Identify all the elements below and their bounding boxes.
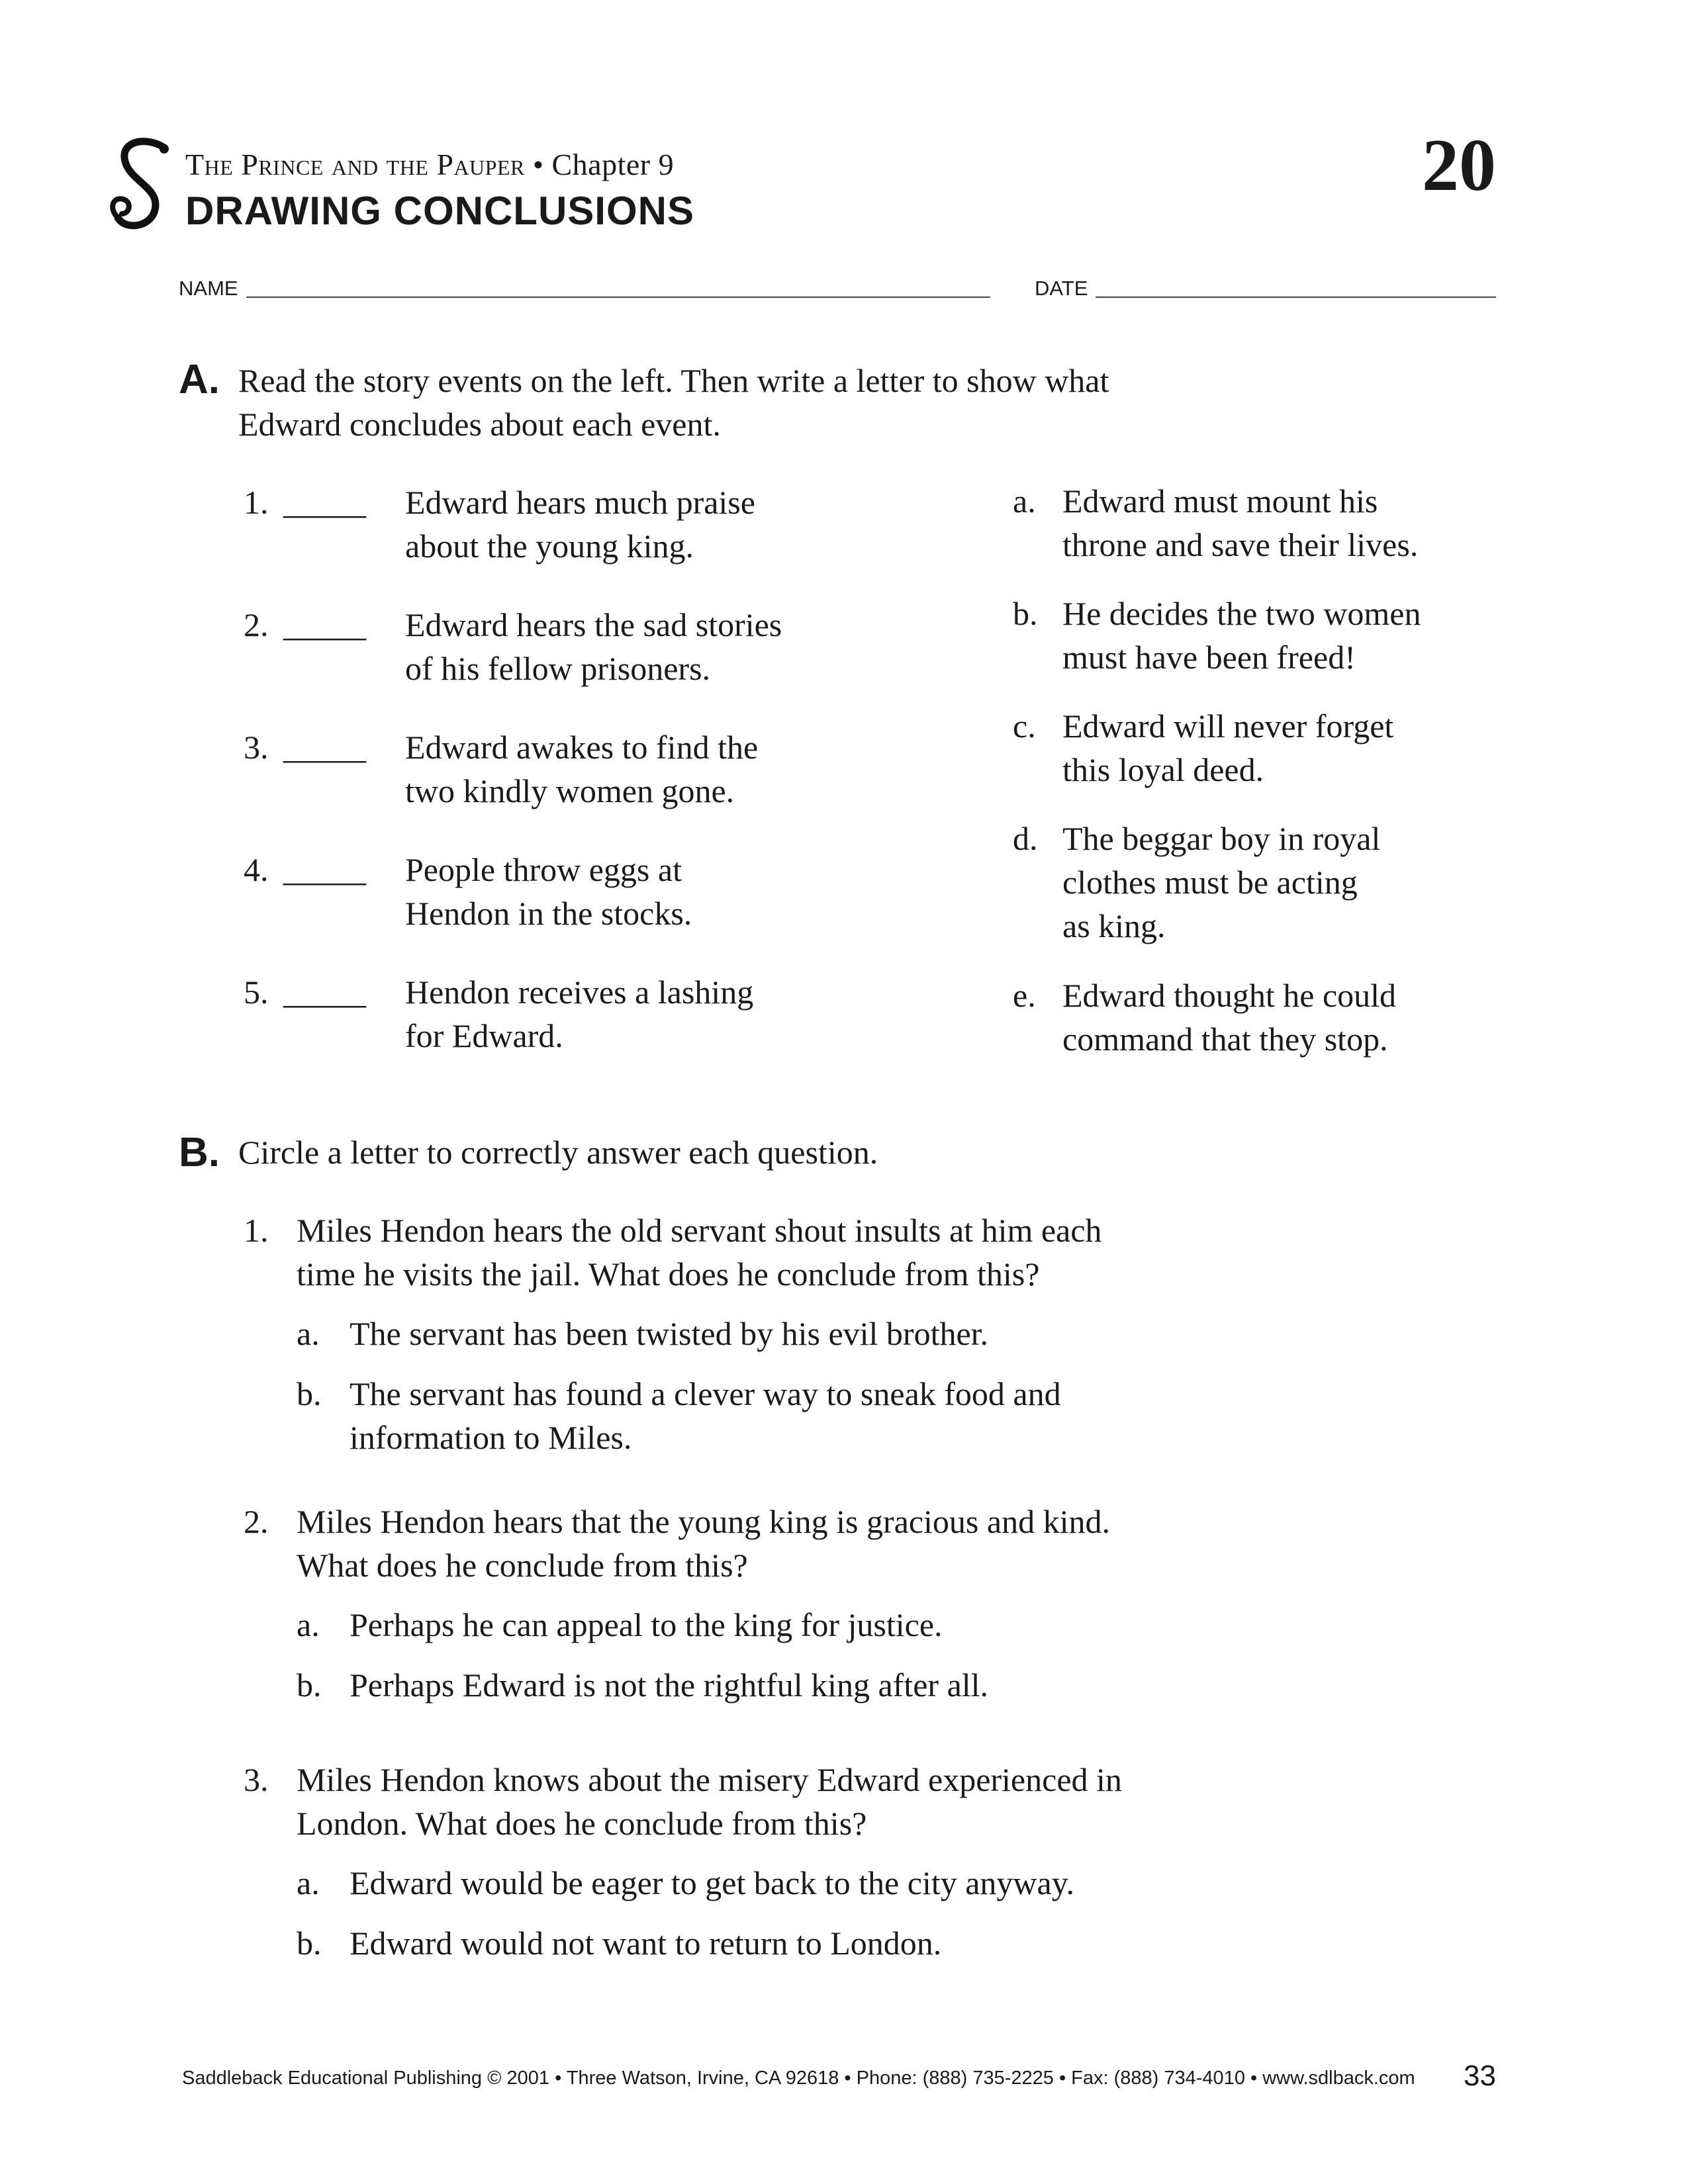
answer-blank[interactable]: _____: [283, 729, 366, 766]
publisher-footer: Saddleback Educational Publishing © 2001 • Three Watson, Irvine, CA 92618 • Phone: (888) 735-2225 • Fax: (888) 734-4010 • www.sdlback.com: [182, 2068, 1415, 2089]
event-text: Edward hears the sad stories of his fellow prisoners.: [405, 606, 782, 687]
conclusion-text: Edward thought he could command that they stop.: [1062, 977, 1397, 1058]
answer-blank[interactable]: _____: [283, 851, 366, 888]
section-b-letter: B.: [179, 1130, 220, 1175]
option-text: Perhaps Edward is not the rightful king after all.: [350, 1666, 989, 1704]
event-text: Edward awakes to find the two kindly women gone.: [405, 729, 759, 809]
date-line[interactable]: [1096, 296, 1496, 298]
conclusion-letter: c.: [1013, 707, 1036, 745]
event-number: 5.: [244, 974, 269, 1011]
event-number: 4.: [244, 851, 269, 888]
question-text: Miles Hendon hears the old servant shout insults at him each time he visits the jail. What does he conclude from this?: [297, 1212, 1102, 1293]
worksheet-title: DRAWING CONCLUSIONS: [185, 189, 694, 233]
event-number: 3.: [244, 729, 269, 766]
conclusion-text: The beggar boy in royal clothes must be acting as king.: [1062, 820, 1381, 944]
option-text: Perhaps he can appeal to the king for justice.: [350, 1606, 943, 1643]
event-number: 2.: [244, 606, 269, 643]
section-a-letter: A.: [179, 357, 220, 402]
question-number: 1.: [244, 1212, 269, 1249]
conclusion-text: Edward must mount his throne and save their lives.: [1062, 482, 1419, 563]
conclusion-text: He decides the two women must have been freed!: [1062, 595, 1421, 676]
answer-blank[interactable]: _____: [283, 974, 366, 1011]
option-letter[interactable]: b.: [297, 1925, 322, 1962]
title-bullet: •: [532, 148, 544, 181]
page-number: 33: [1464, 2060, 1496, 2092]
question-text: Miles Hendon hears that the young king is gracious and kind. What does he conclude from this?: [297, 1503, 1110, 1584]
book-chapter-line: [185, 147, 674, 182]
conclusion-letter: b.: [1013, 595, 1038, 632]
answer-blank[interactable]: _____: [283, 484, 366, 521]
question-number: 3.: [244, 1761, 269, 1798]
option-text: Edward would be eager to get back to the city anyway.: [350, 1864, 1074, 1901]
answer-blank[interactable]: _____: [283, 606, 366, 643]
option-text: The servant has been twisted by his evil brother.: [350, 1315, 989, 1352]
conclusion-text: Edward will never forget this loyal deed.: [1062, 707, 1394, 788]
name-label: NAME: [179, 277, 238, 300]
date-label: DATE: [1035, 277, 1088, 300]
conclusion-letter: e.: [1013, 977, 1036, 1014]
event-text: Hendon receives a lashing for Edward.: [405, 974, 754, 1054]
section-a-instructions: Read the story events on the left. Then write a letter to show what Edward concludes about each event.: [238, 362, 1109, 443]
option-letter[interactable]: b.: [297, 1666, 322, 1704]
option-letter[interactable]: a.: [297, 1315, 320, 1352]
chapter-label: Chapter 9: [551, 148, 675, 181]
option-letter[interactable]: a.: [297, 1606, 320, 1643]
option-text: Edward would not want to return to London.: [350, 1925, 942, 1962]
option-text: The servant has found a clever way to sneak food and information to Miles.: [350, 1375, 1061, 1456]
option-letter[interactable]: b.: [297, 1375, 322, 1412]
event-number: 1.: [244, 484, 269, 521]
option-letter[interactable]: a.: [297, 1864, 320, 1901]
question-number: 2.: [244, 1503, 269, 1540]
lesson-number: 20: [1422, 124, 1496, 206]
conclusion-letter: a.: [1013, 482, 1036, 520]
name-line[interactable]: [246, 296, 990, 298]
section-b-instructions: Circle a letter to correctly answer each question.: [238, 1134, 878, 1171]
question-text: Miles Hendon knows about the misery Edward experienced in London. What does he conclude from this?: [297, 1761, 1122, 1842]
book-title: The Prince and the Pauper: [185, 148, 525, 181]
publisher-logo-icon: [99, 136, 179, 235]
conclusion-letter: d.: [1013, 820, 1038, 857]
event-text: People throw eggs at Hendon in the stocks.: [405, 851, 692, 932]
event-text: Edward hears much praise about the young king.: [405, 484, 755, 565]
